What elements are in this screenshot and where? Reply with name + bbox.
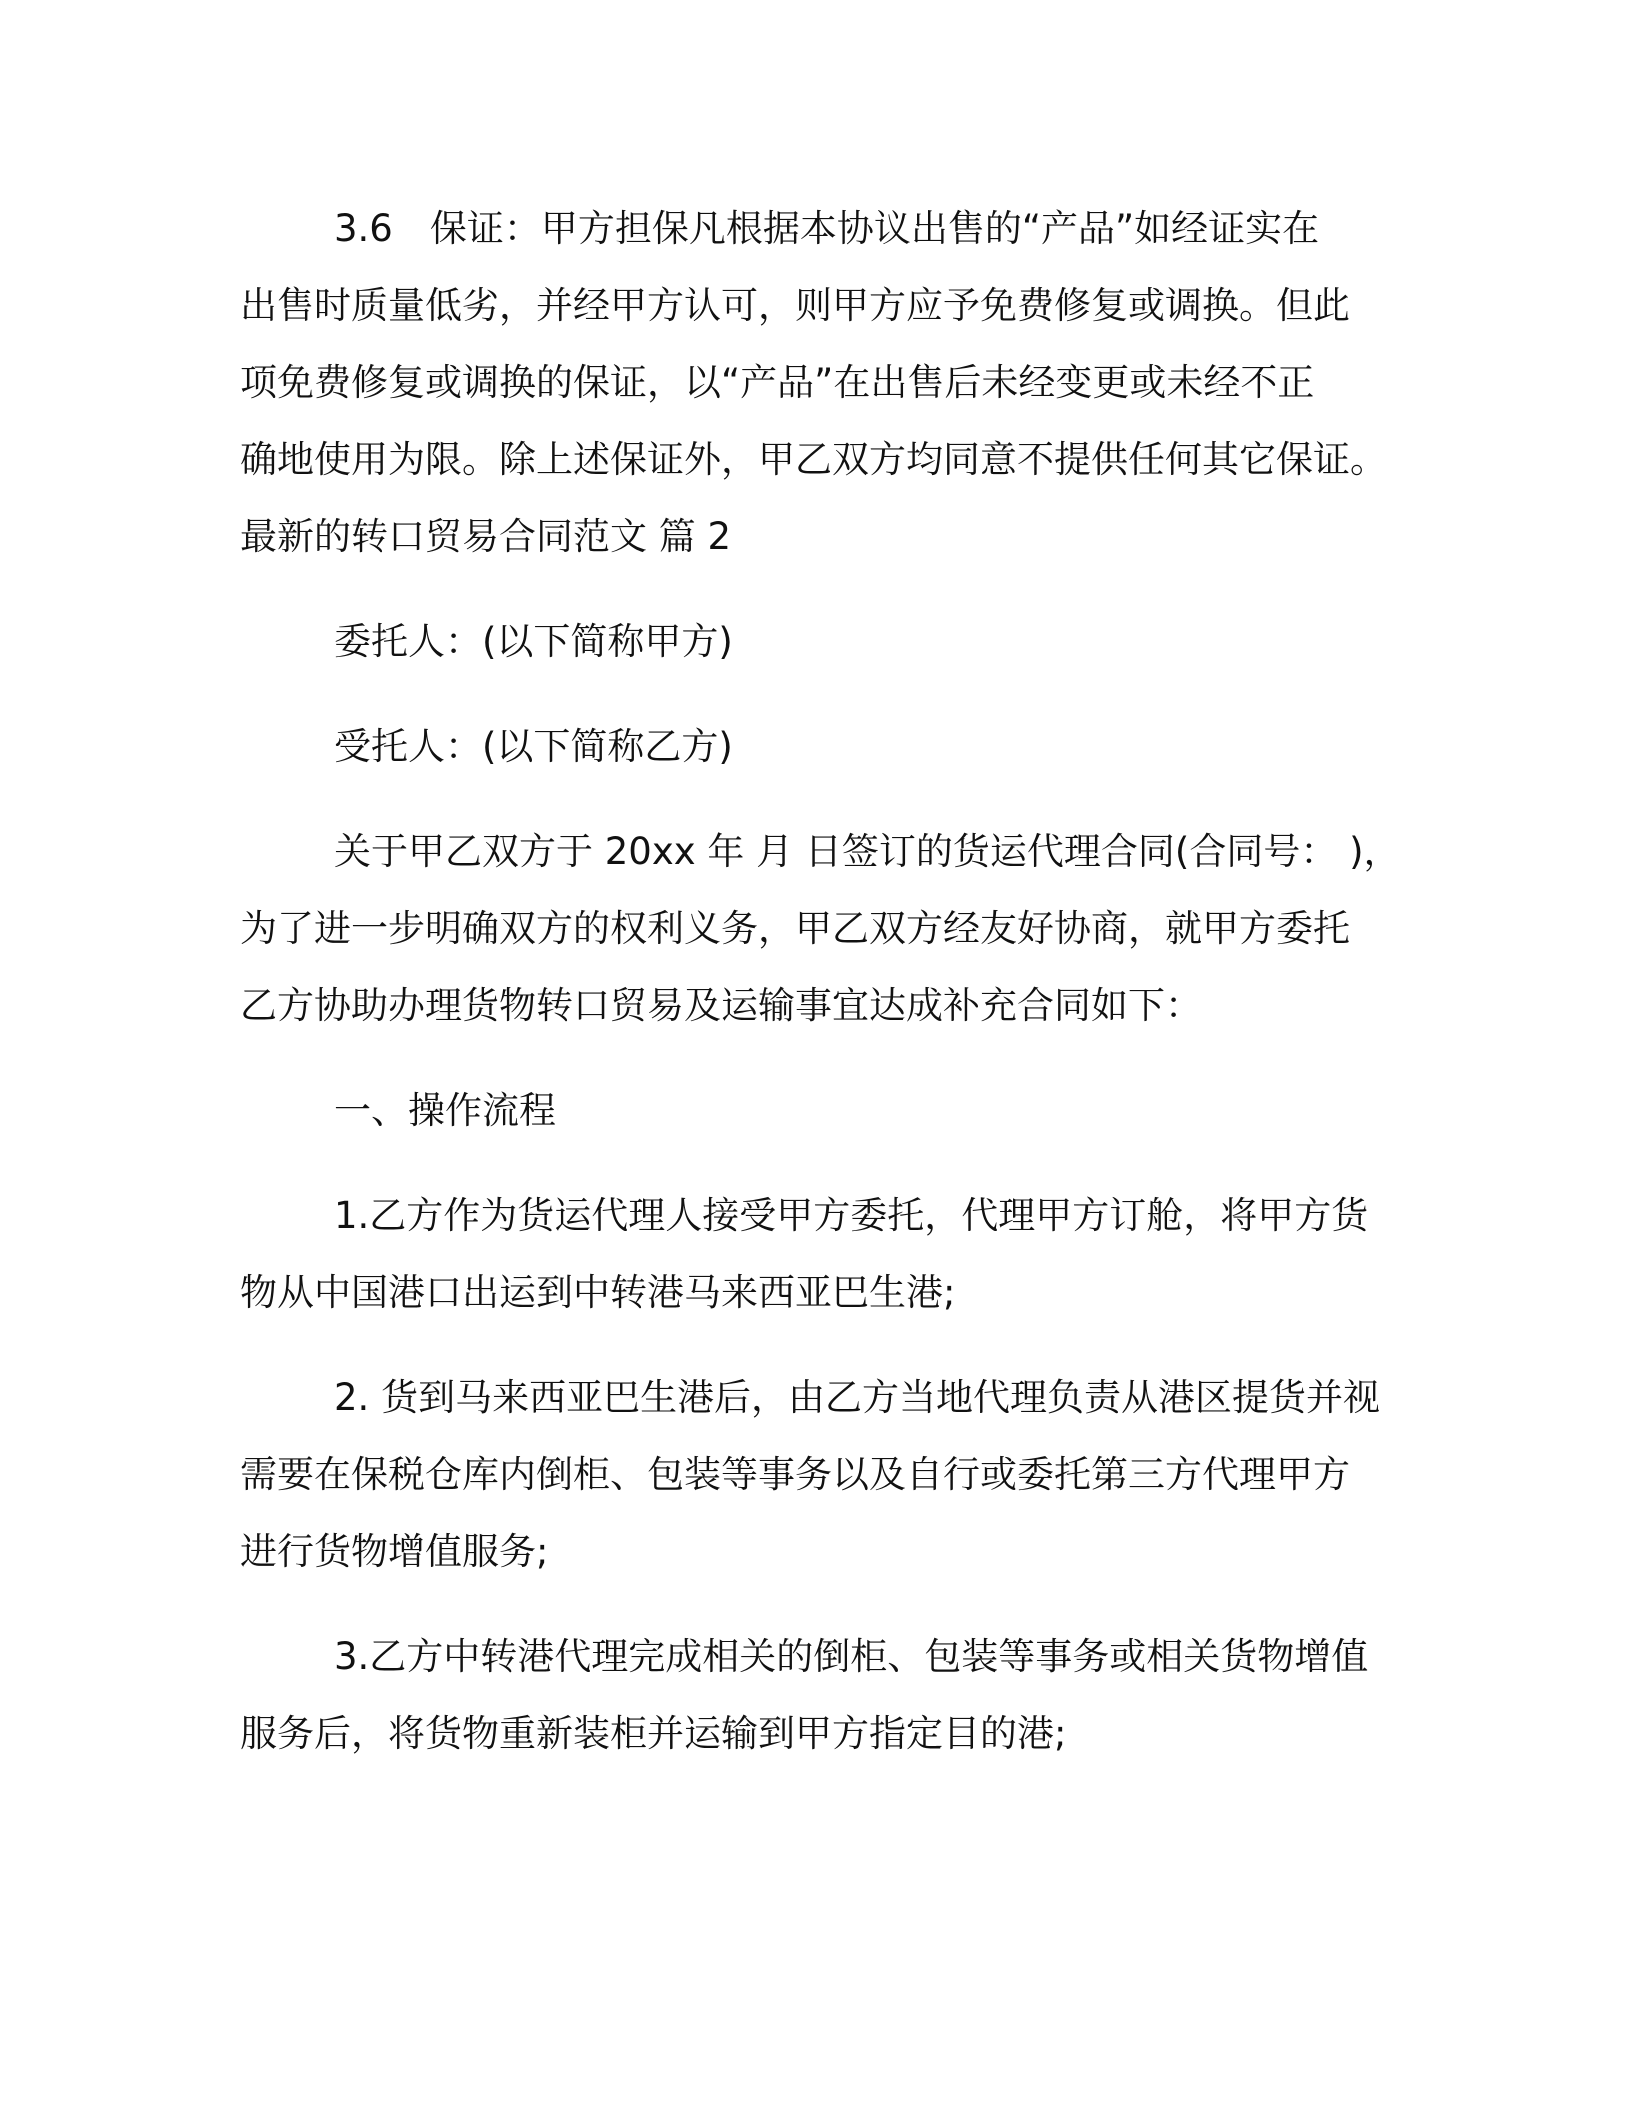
paragraph-line: 2. 货到马来西亚巴生港后，由乙方当地代理负责从港区提货并视 — [334, 1376, 1381, 1419]
paragraph-line: 关于甲乙双方于 20xx 年 月 日签订的货运代理合同(合同号： )， — [334, 830, 1401, 873]
process-heading: 一、操作流程 — [334, 1089, 556, 1132]
paragraph-line: 3.6 保证：甲方担保凡根据本协议出售的“产品”如经证实在 — [334, 207, 1320, 250]
process-item-3 — [240, 1618, 1400, 1772]
document-page — [240, 190, 1400, 1772]
paragraph-line: 物从中国港口出运到中转港马来西亚巴生港; — [240, 1271, 956, 1314]
paragraph-line: 进行货物增值服务; — [240, 1530, 549, 1573]
paragraph-line: 需要在保税仓库内倒柜、包装等事务以及自行或委托第三方代理甲方 — [240, 1453, 1350, 1496]
agent-line: 受托人：(以下简称乙方) — [334, 725, 733, 768]
intro-paragraph — [240, 813, 1400, 1044]
paragraph-line: 出售时质量低劣，并经甲方认可，则甲方应予免费修复或调换。但此 — [240, 284, 1350, 327]
section-title: 最新的转口贸易合同范文 篇 2 — [240, 515, 732, 558]
paragraph-line: 确地使用为限。除上述保证外，甲乙双方均同意不提供任何其它保证。 — [240, 438, 1387, 481]
paragraph-line: 项免费修复或调换的保证，以“产品”在出售后未经变更或未经不正 — [240, 361, 1315, 404]
paragraph-line: 为了进一步明确双方的权利义务，甲乙双方经友好协商，就甲方委托 — [240, 907, 1350, 950]
paragraph-line: 乙方协助办理货物转口贸易及运输事宜达成补充合同如下： — [240, 984, 1202, 1027]
paragraph-line: 1.乙方作为货运代理人接受甲方委托，代理甲方订舱，将甲方货 — [334, 1194, 1369, 1237]
paragraph-line: 3.乙方中转港代理完成相关的倒柜、包装等事务或相关货物增值 — [334, 1635, 1369, 1678]
principal-line: 委托人：(以下简称甲方) — [334, 620, 733, 663]
process-item-1 — [240, 1177, 1400, 1331]
clause-3-6-paragraph — [240, 190, 1400, 498]
process-item-2 — [240, 1359, 1400, 1590]
paragraph-line: 服务后，将货物重新装柜并运输到甲方指定目的港; — [240, 1712, 1067, 1755]
